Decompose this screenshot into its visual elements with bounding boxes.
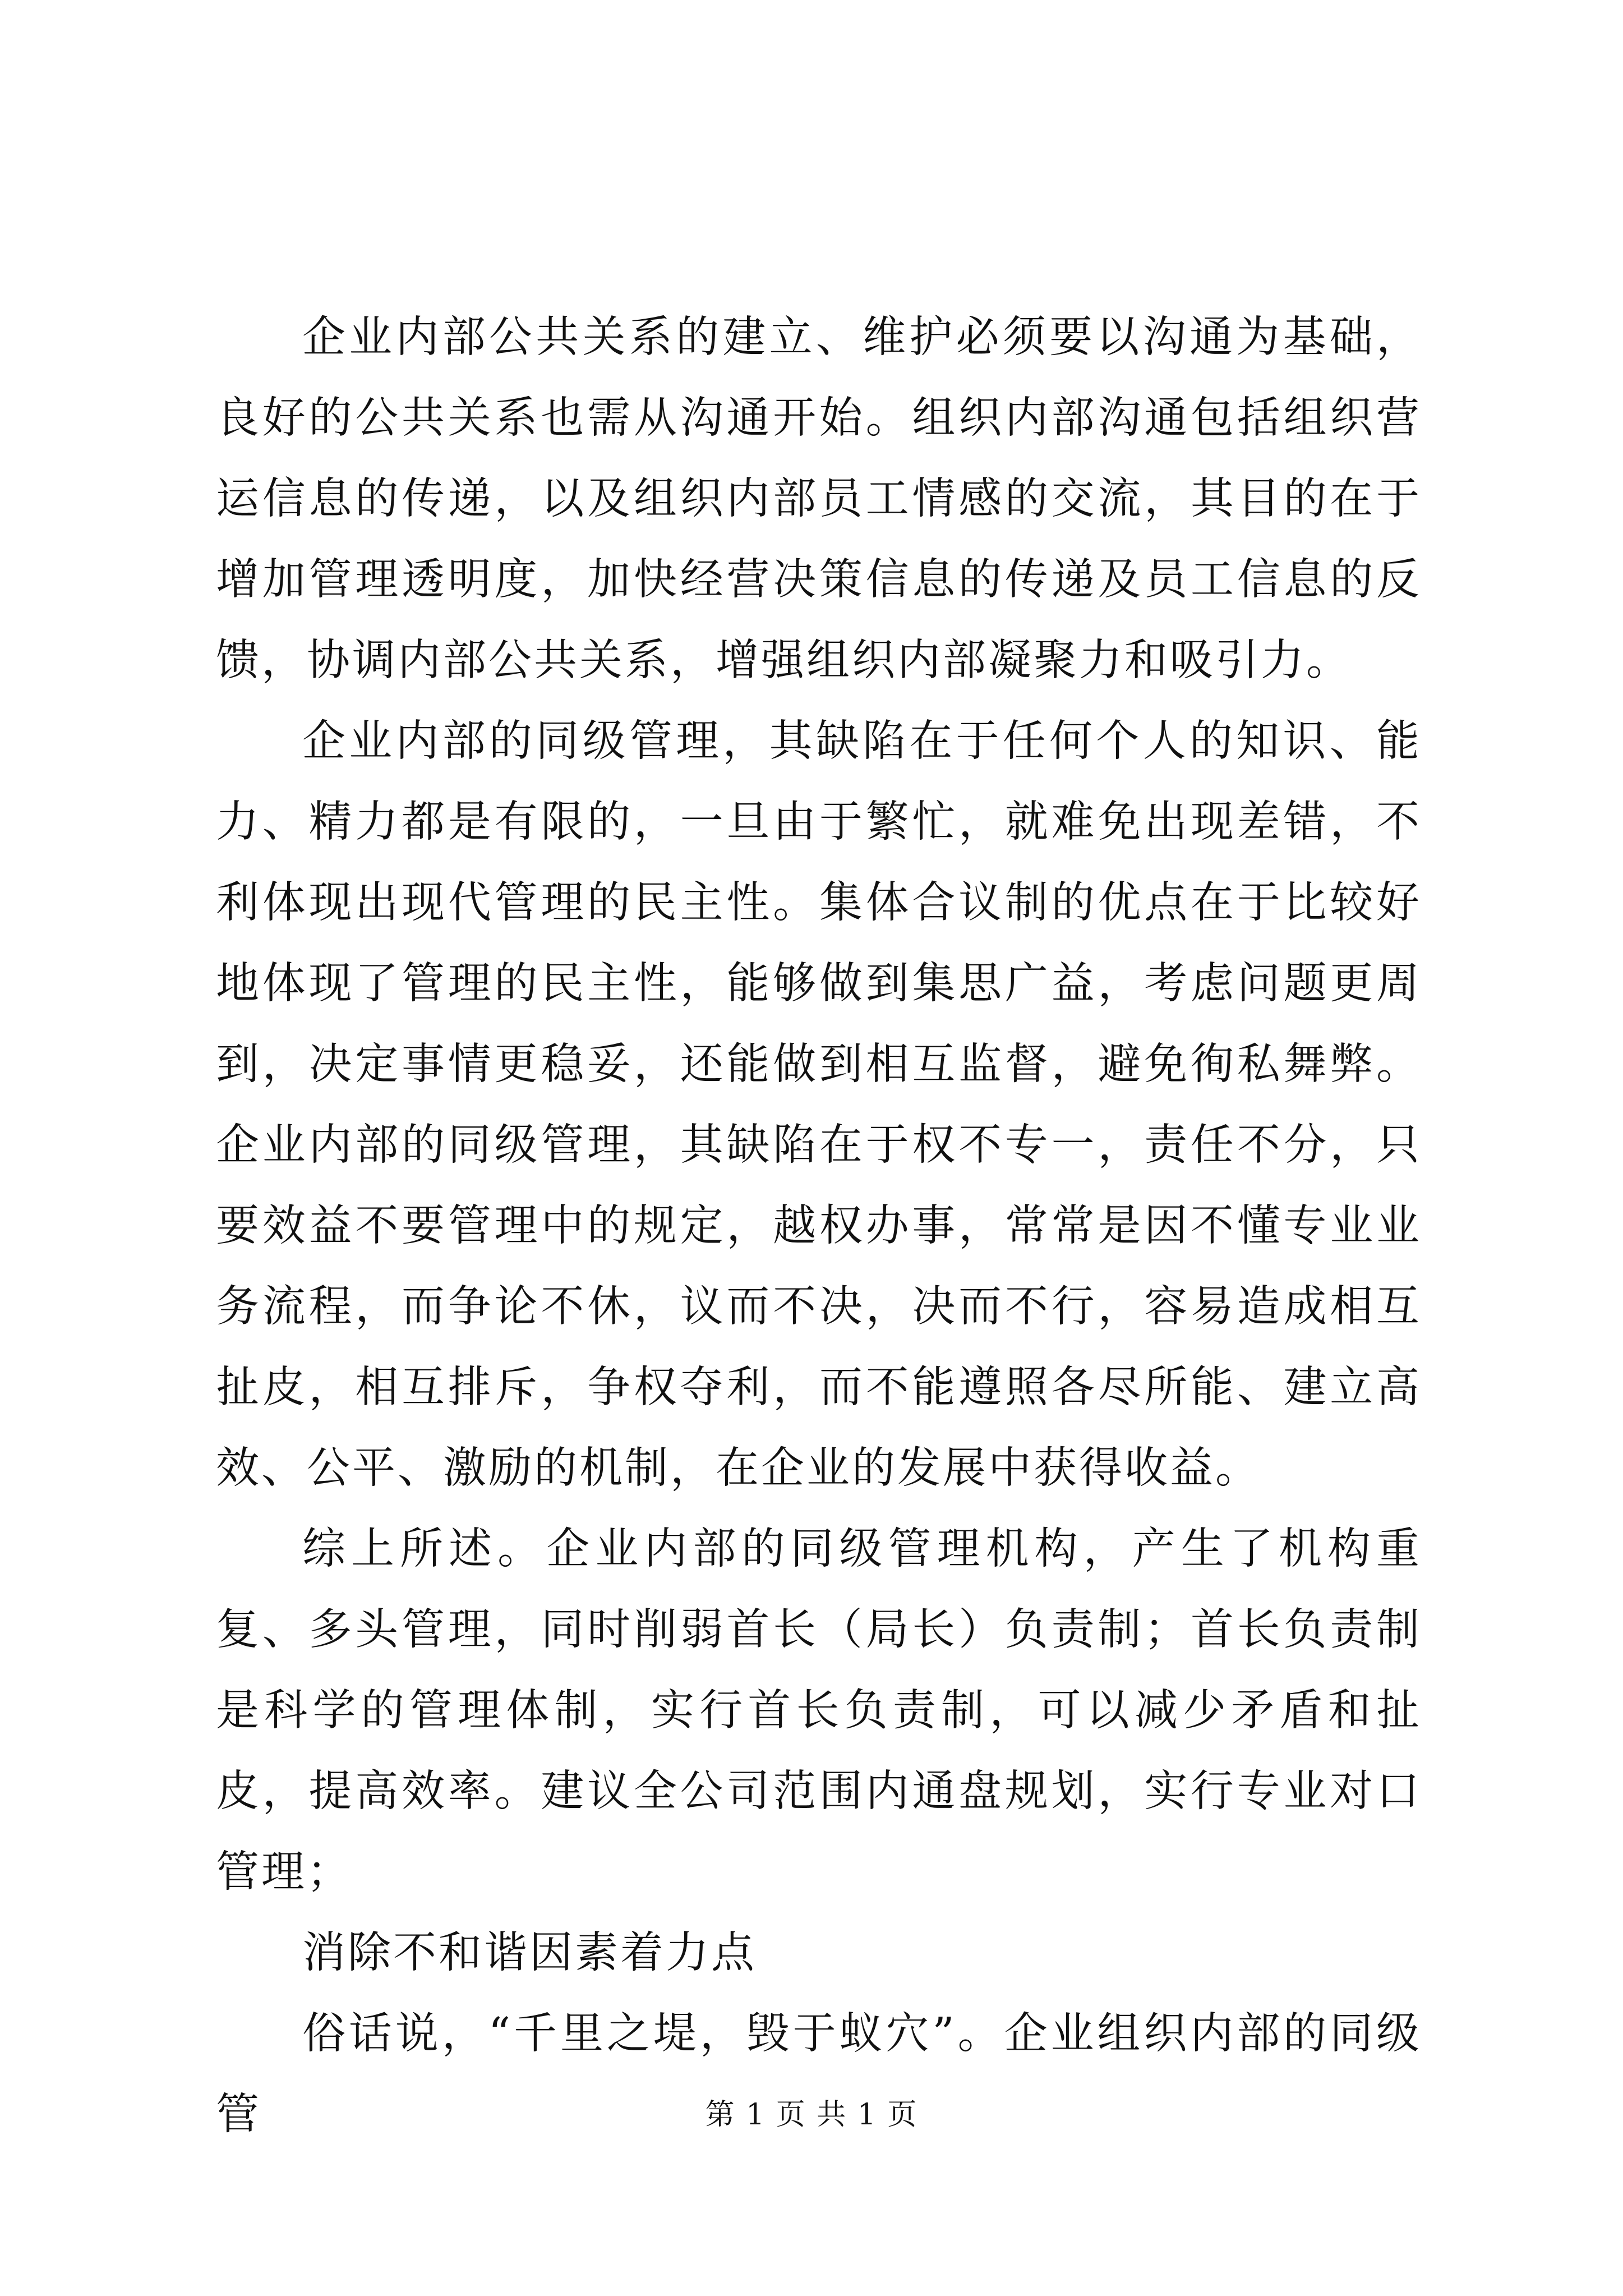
paragraph-proverb: 俗话说，“千里之堤，毁于蚁穴”。企业组织内部的同级管 bbox=[216, 2009, 1422, 2139]
document-body bbox=[216, 297, 1422, 2155]
page-number-footer: 第 1 页 共 1 页 bbox=[705, 2098, 918, 2132]
paragraph-summary: 综上所述。企业内部的同级管理机构，产生了机构重复、多头管理，同时削弱首长（局长）负责制；首长负责制是科学的管理体制，实行首长负责制，可以减少矛盾和扯皮，提高效率。建议全公司范围内通盘规划，实行专业对口管理； bbox=[216, 1524, 1422, 1897]
paragraph-peer-management-defects: 企业内部的同级管理，其缺陷在于任何个人的知识、能力、精力都是有限的，一旦由于繁忙，就难免出现差错，不利体现出现代管理的民主性。集体合议制的优点在于比较好地体现了管理的民主性，能够做到集思广益，考虑问题更周到，决定事情更稳妥，还能做到相互监督，避免徇私舞弊。企业内部的同级管理，其缺陷在于权不专一，责任不分，只要效益不要管理中的规定，越权办事，常常是因不懂专业业务流程，而争论不休，议而不决，决而不行，容易造成相互扯皮，相互排斥，争权夺利，而不能遵照各尽所能、建立高效、公平、激励的机制，在企业的发展中获得收益。 bbox=[216, 716, 1422, 1493]
section-heading-disharmony: 消除不和谐因素着力点 bbox=[302, 1928, 757, 1978]
paragraph-internal-communication: 企业内部公共关系的建立、维护必须要以沟通为基础，良好的公共关系也需从沟通开始。组织内部沟通包括组织营运信息的传递，以及组织内部员工情感的交流，其目的在于增加管理透明度，加快经营决策信息的传递及员工信息的反馈，协调内部公共关系，增强组织内部凝聚力和吸引力。 bbox=[216, 312, 1422, 685]
